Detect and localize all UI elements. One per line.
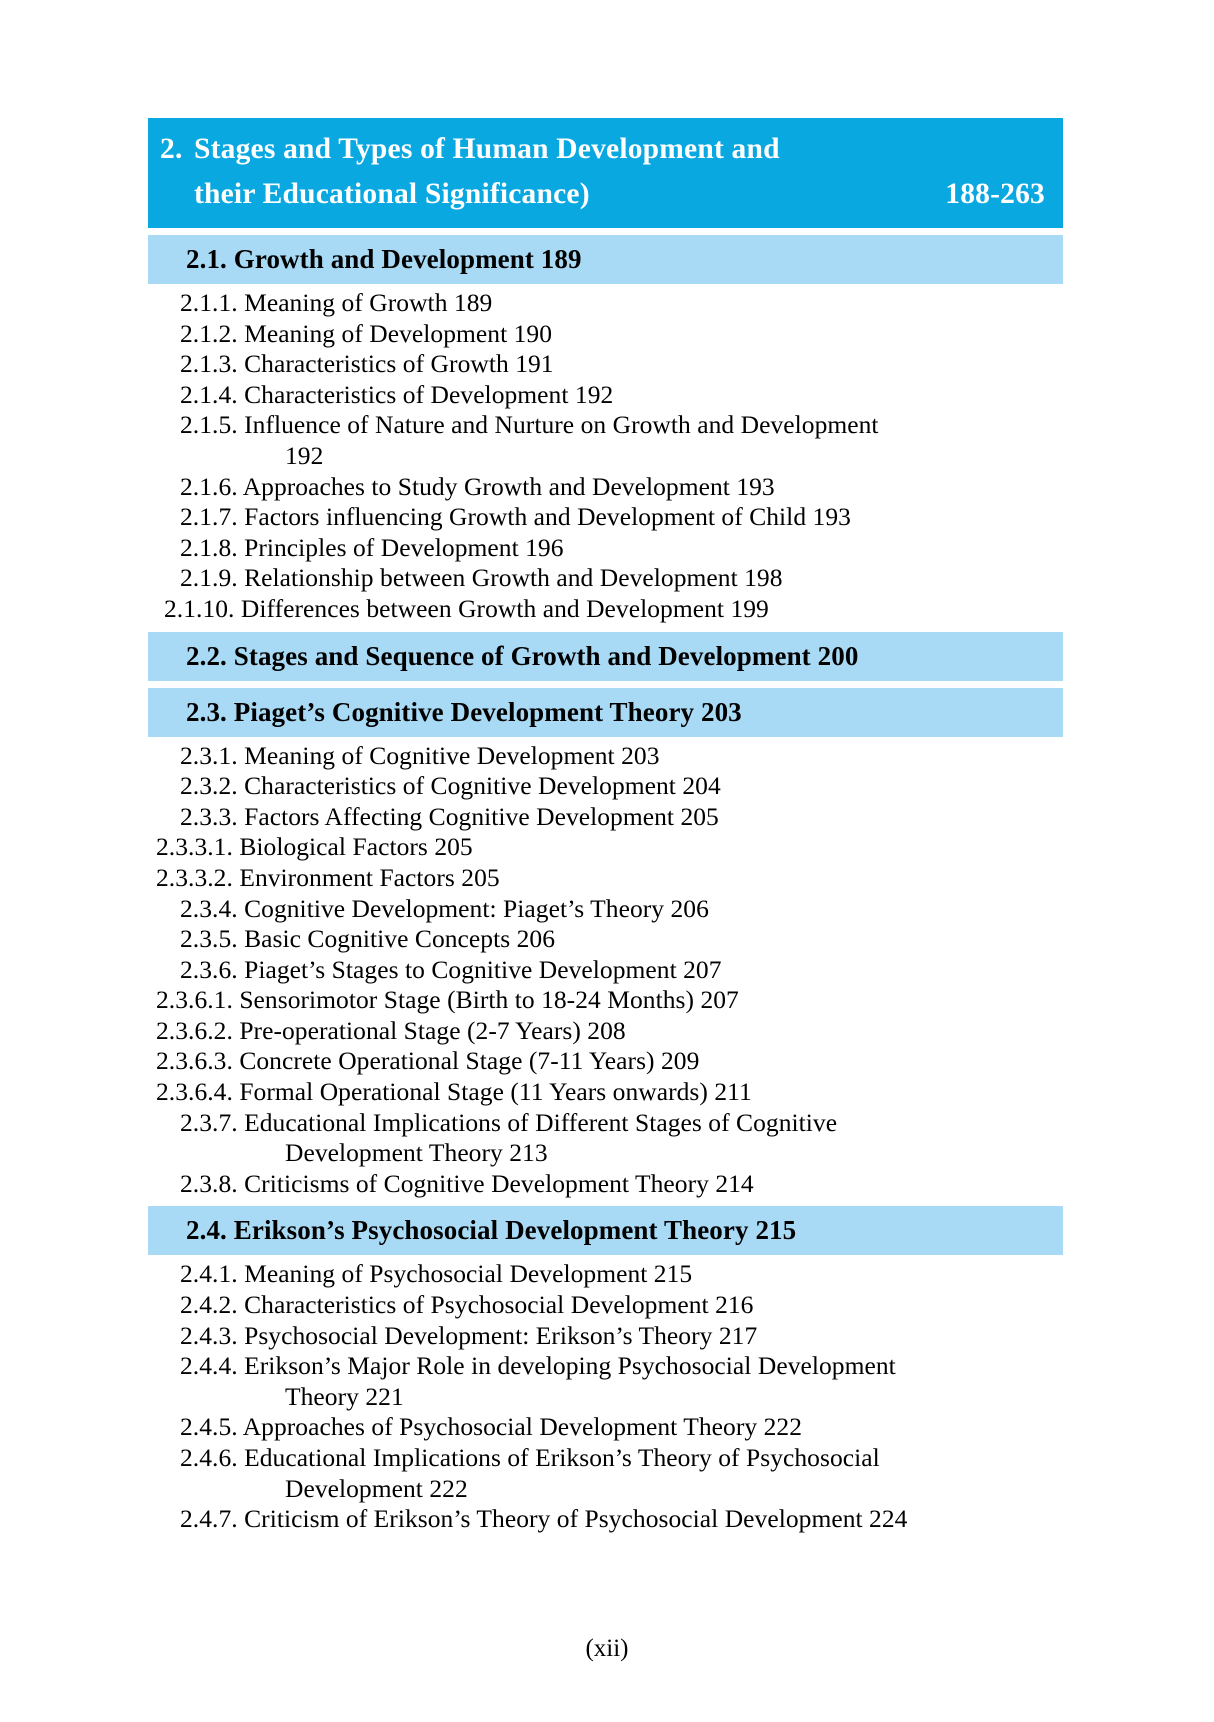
toc-entry: 2.1.8. Principles of Development 196 bbox=[180, 532, 564, 562]
table-of-contents bbox=[148, 118, 1063, 1535]
toc-entry: 2.1.7. Factors influencing Growth and Development of Child 193 bbox=[180, 502, 851, 532]
toc-entry: 2.3.4. Cognitive Development: Piaget’s Theory 206 bbox=[180, 893, 709, 923]
toc-entry-continuation: Development Theory 213 bbox=[285, 1138, 548, 1168]
toc-entry: 2.3.3.2. Environment Factors 205 bbox=[156, 862, 500, 892]
toc-entry bbox=[148, 410, 1063, 471]
toc-entry: 2.3.8. Criticisms of Cognitive Development Theory 214 bbox=[180, 1168, 754, 1198]
toc-entry: 2.4.3. Psychosocial Development: Erikson’s Theory 217 bbox=[180, 1320, 758, 1350]
entry-list-2-1 bbox=[148, 288, 1063, 625]
toc-entry: 2.3.6.4. Formal Operational Stage (11 Years onwards) 211 bbox=[156, 1077, 752, 1107]
toc-entry bbox=[148, 1108, 1063, 1169]
entry-list-2-3 bbox=[148, 741, 1063, 1200]
chapter-title-line-2 bbox=[160, 172, 1049, 217]
page-footer bbox=[0, 1635, 1214, 1663]
section-heading-2-4: 2.4. Erikson’s Psychosocial Development Theory 215 bbox=[148, 1206, 1063, 1255]
chapter-number: 2. bbox=[160, 133, 183, 165]
toc-entry: 2.1.3. Characteristics of Growth 191 bbox=[180, 349, 554, 379]
toc-entry: 2.3.3. Factors Affecting Cognitive Development 205 bbox=[180, 801, 719, 831]
toc-entry-continuation: 192 bbox=[285, 440, 324, 470]
toc-entry: 2.4.7. Criticism of Erikson’s Theory of Psychosocial Development 224 bbox=[180, 1504, 908, 1534]
toc-entry: 2.4.5. Approaches of Psychosocial Development Theory 222 bbox=[180, 1412, 802, 1442]
toc-entry: 2.3.5. Basic Cognitive Concepts 206 bbox=[180, 924, 556, 954]
toc-entry-continuation: Development 222 bbox=[285, 1473, 468, 1503]
toc-entry-continuation: Theory 221 bbox=[285, 1381, 404, 1411]
toc-entry-text: 2.1.5. Influence of Nature and Nurture on Growth and Development bbox=[180, 410, 879, 440]
toc-entry: 2.1.10. Differences between Growth and Development 199 bbox=[164, 593, 769, 623]
page-number-label: (xii) bbox=[585, 1635, 629, 1662]
toc-entry: 2.3.6.3. Concrete Operational Stage (7-11 Years) 209 bbox=[156, 1046, 700, 1076]
toc-entry: 2.3.3.1. Biological Factors 205 bbox=[156, 832, 473, 862]
toc-entry: 2.4.1. Meaning of Psychosocial Development 215 bbox=[180, 1259, 693, 1289]
toc-entry: 2.4.2. Characteristics of Psychosocial Development 216 bbox=[180, 1290, 754, 1320]
chapter-page-range: 188-263 bbox=[945, 178, 1045, 210]
section-heading-2-1: 2.1. Growth and Development 189 bbox=[148, 235, 1063, 284]
entry-list-2-4 bbox=[148, 1259, 1063, 1534]
chapter-title-part-1: Stages and Types of Human Development and bbox=[194, 133, 780, 165]
toc-entry: 2.1.6. Approaches to Study Growth and Development 193 bbox=[180, 471, 775, 501]
toc-entry: 2.3.6.1. Sensorimotor Stage (Birth to 18-24 Months) 207 bbox=[156, 985, 739, 1015]
toc-entry: 2.3.6. Piaget’s Stages to Cognitive Development 207 bbox=[180, 954, 722, 984]
toc-entry: 2.3.2. Characteristics of Cognitive Development 204 bbox=[180, 771, 721, 801]
toc-entry-text: 2.4.4. Erikson’s Major Role in developing Psychosocial Development bbox=[180, 1351, 896, 1381]
toc-entry: 2.1.2. Meaning of Development 190 bbox=[180, 318, 553, 348]
chapter-header-bar bbox=[148, 118, 1063, 228]
toc-entry-text: 2.3.7. Educational Implications of Different Stages of Cognitive bbox=[180, 1107, 838, 1137]
toc-entry bbox=[148, 1443, 1063, 1504]
toc-entry: 2.1.4. Characteristics of Development 192 bbox=[180, 379, 614, 409]
section-heading-2-3: 2.3. Piaget’s Cognitive Development Theory 203 bbox=[148, 688, 1063, 737]
chapter-title-line-1 bbox=[160, 127, 1049, 172]
toc-entry: 2.1.9. Relationship between Growth and Development 198 bbox=[180, 563, 783, 593]
toc-entry bbox=[148, 1351, 1063, 1412]
chapter-title-part-2: their Educational Significance) bbox=[194, 178, 590, 210]
section-heading-2-2: 2.2. Stages and Sequence of Growth and Development 200 bbox=[148, 632, 1063, 681]
toc-entry: 2.3.6.2. Pre-operational Stage (2-7 Years) 208 bbox=[156, 1015, 626, 1045]
toc-entry-text: 2.4.6. Educational Implications of Erikson’s Theory of Psychosocial bbox=[180, 1443, 880, 1472]
toc-entry: 2.3.1. Meaning of Cognitive Development 203 bbox=[180, 740, 660, 770]
toc-entry: 2.1.1. Meaning of Growth 189 bbox=[180, 288, 493, 317]
